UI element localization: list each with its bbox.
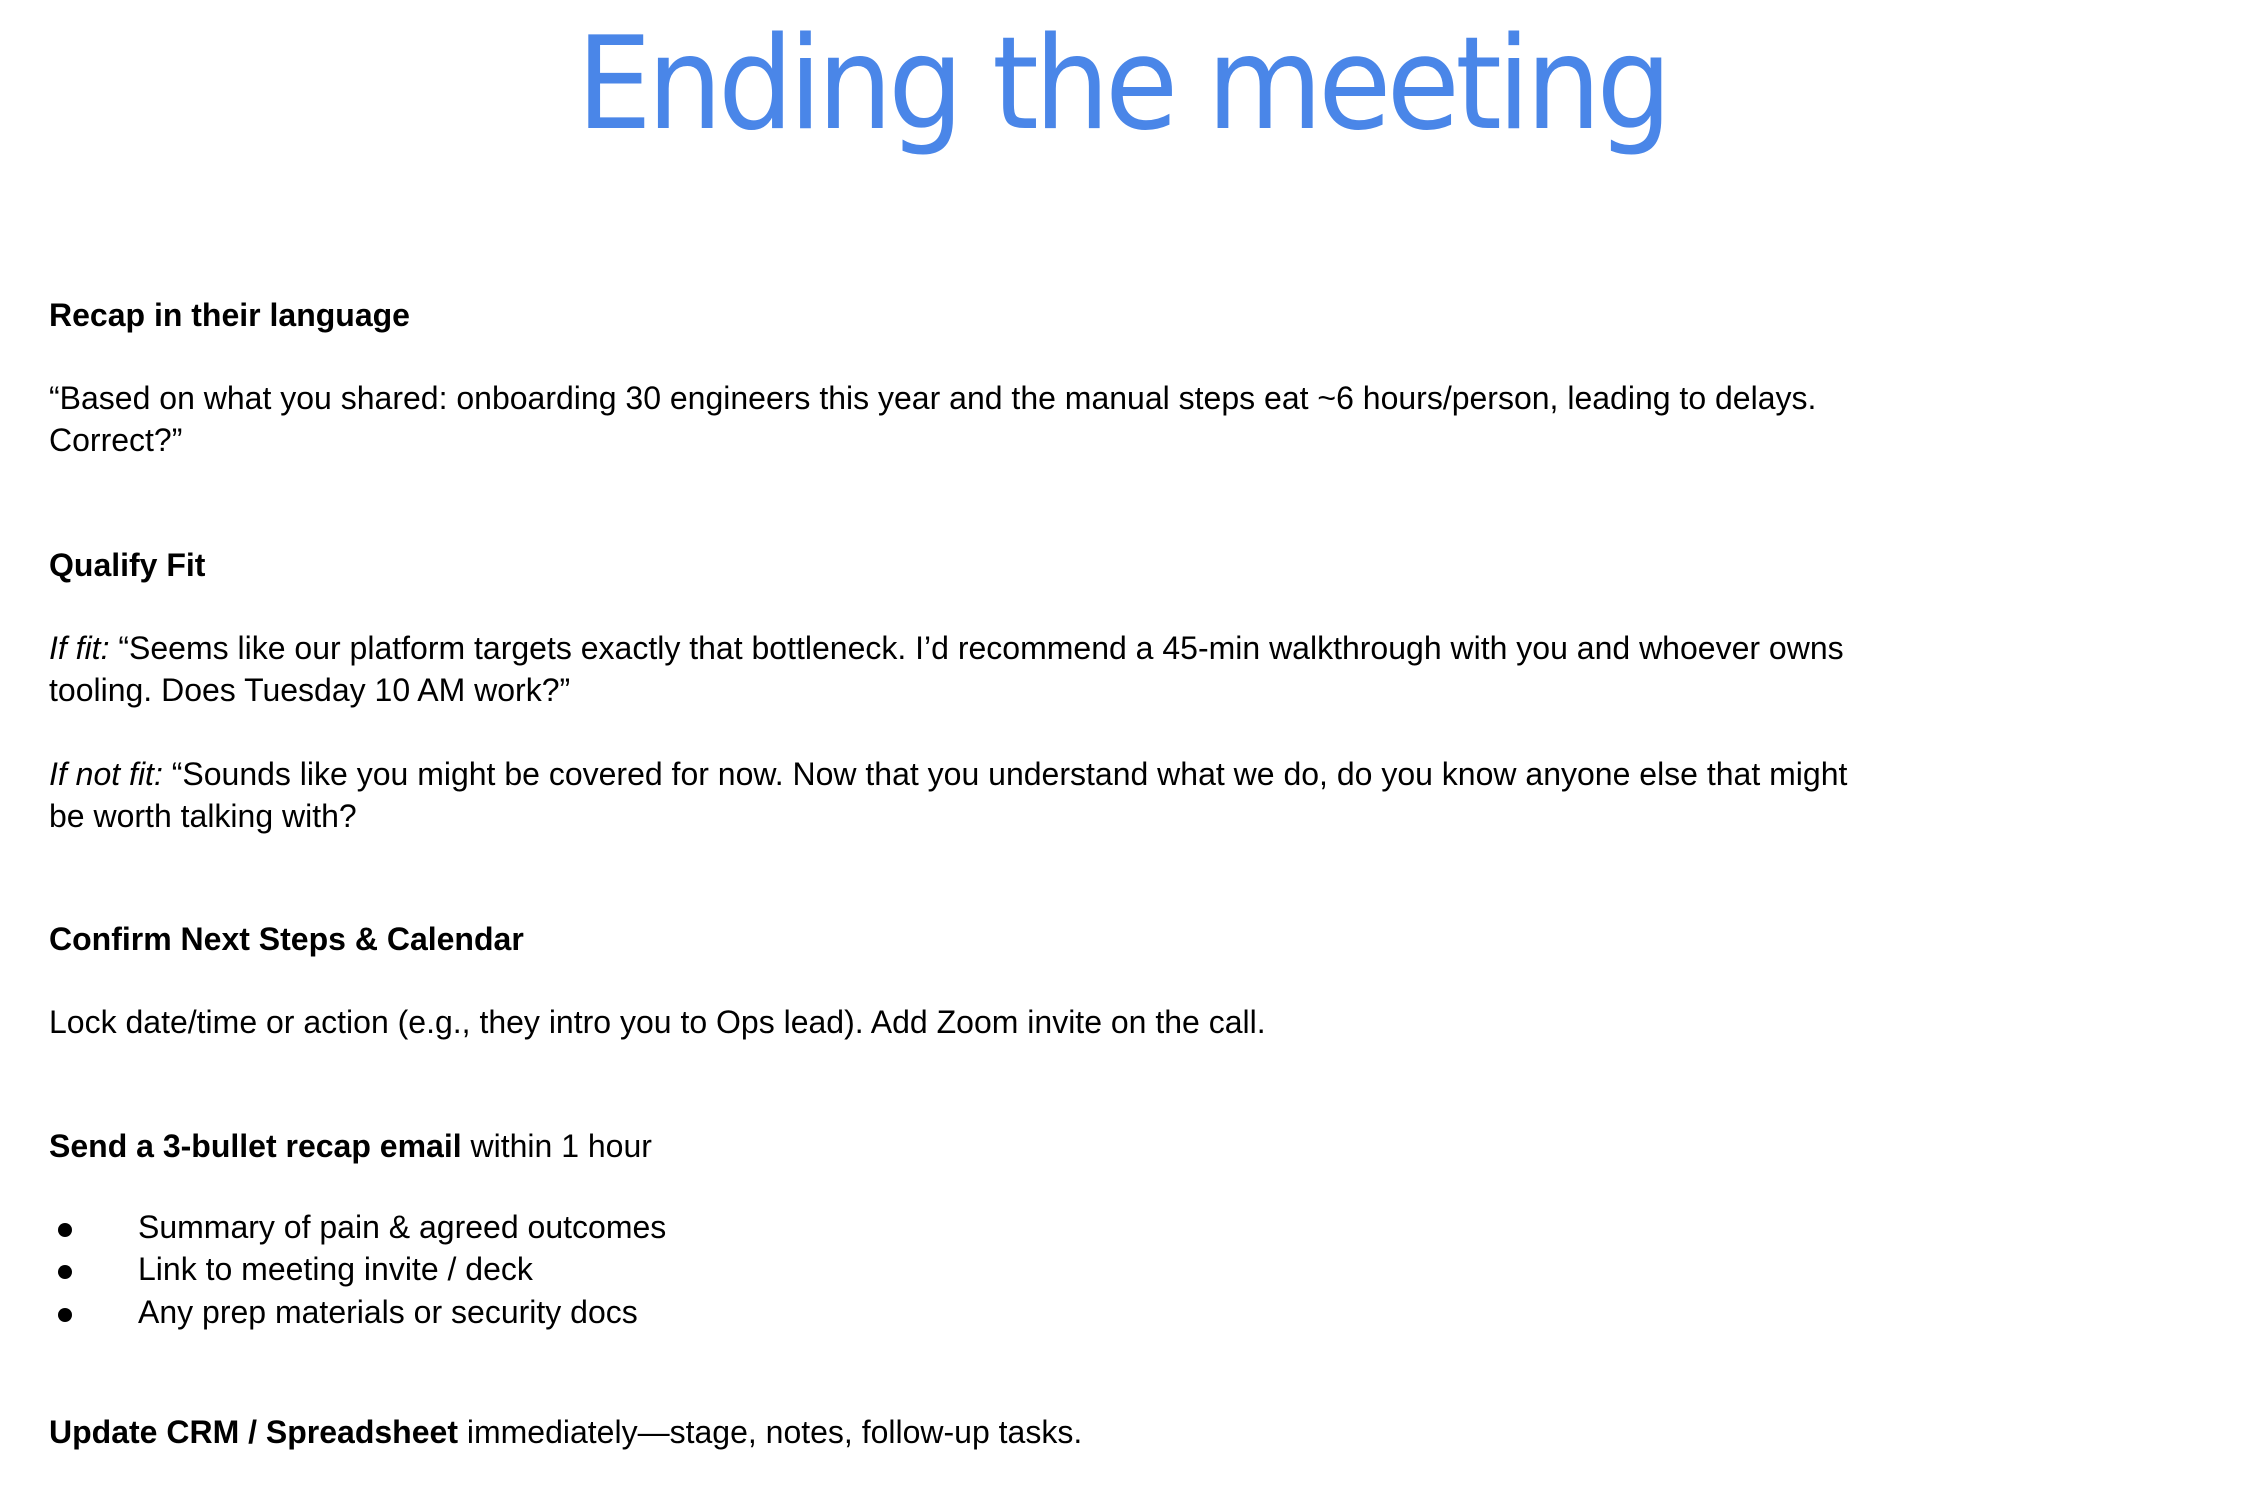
section-heading-confirm-next-steps: Confirm Next Steps & Calendar xyxy=(49,921,524,957)
recap-paragraph-line-1: “Based on what you shared: onboarding 30 engineers this year and the manual steps eat ~6 hours/person, leading to delays. xyxy=(49,380,1817,416)
section-heading-recap: Recap in their language xyxy=(49,297,410,333)
if-not-fit-text: “Sounds like you might be covered for now. Now that you understand what we do, do you know anyone else that might xyxy=(162,756,1848,792)
list-item-text: Summary of pain & agreed outcomes xyxy=(138,1209,667,1245)
recap-paragraph-line-2: Correct?” xyxy=(49,422,183,458)
update-crm-heading-bold: Update CRM / Spreadsheet xyxy=(49,1414,458,1450)
if-not-fit-label: If not fit: xyxy=(49,756,163,792)
list-item-text: Any prep materials or security docs xyxy=(138,1294,638,1330)
send-recap-heading-suffix: within 1 hour xyxy=(461,1128,652,1164)
section-heading-qualify-fit: Qualify Fit xyxy=(49,547,206,583)
list-item-text: Link to meeting invite / deck xyxy=(138,1251,533,1287)
bullet-icon xyxy=(58,1265,72,1279)
if-fit-text: “Seems like our platform targets exactly that bottleneck. I’d recommend a 45-min walkthrough with you and whoever owns xyxy=(109,630,1844,666)
if-fit-paragraph-line-1 xyxy=(49,627,1844,669)
section-heading-send-recap xyxy=(49,1125,652,1167)
bullet-icon xyxy=(58,1223,72,1237)
send-recap-heading-bold: Send a 3-bullet recap email xyxy=(49,1128,462,1164)
if-not-fit-paragraph-line-1 xyxy=(49,753,1847,795)
bullet-icon xyxy=(58,1308,72,1322)
confirm-paragraph: Lock date/time or action (e.g., they intro you to Ops lead). Add Zoom invite on the call. xyxy=(49,1004,1266,1040)
if-fit-paragraph-line-2: tooling. Does Tuesday 10 AM work?” xyxy=(49,672,571,708)
section-heading-update-crm xyxy=(49,1411,1082,1453)
if-fit-label: If fit: xyxy=(49,630,110,666)
page-title: Ending the meeting xyxy=(576,10,1668,159)
if-not-fit-paragraph-line-2: be worth talking with? xyxy=(49,798,357,834)
update-crm-heading-suffix: immediately—stage, notes, follow-up tasks. xyxy=(457,1414,1083,1450)
